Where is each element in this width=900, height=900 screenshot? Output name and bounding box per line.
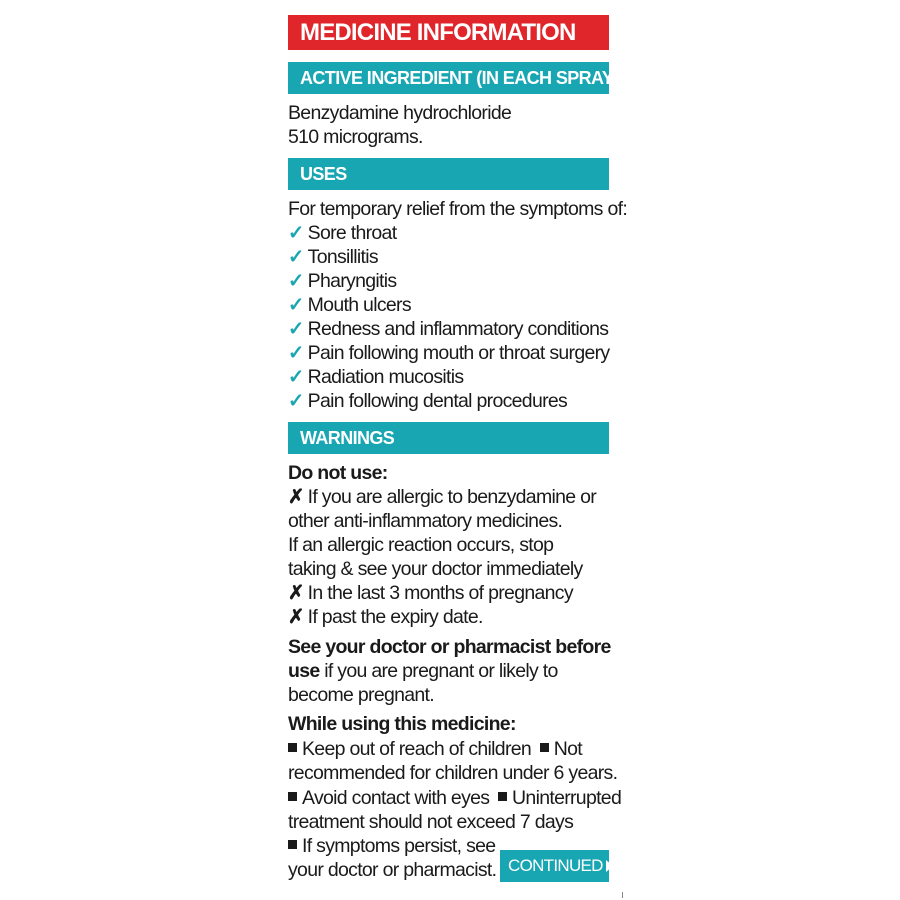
uses-heading: USES	[288, 158, 609, 190]
active-ingredient-name: Benzydamine hydrochloride	[288, 102, 512, 124]
see-doctor-line1: See your doctor or pharmacist before	[288, 636, 611, 658]
warning-text: In the last 3 months of pregnancy	[307, 582, 573, 604]
while-using-line6: your doctor or pharmacist.	[288, 859, 497, 881]
uses-item-label: Pain following dental procedures	[307, 390, 568, 412]
uses-item-label: Pharyngitis	[307, 270, 397, 292]
cross-icon: ✗	[288, 486, 304, 508]
warnings-heading: WARNINGS	[288, 422, 609, 454]
square-bullet-icon	[288, 792, 297, 801]
while-using-item: Uninterrupted	[512, 787, 622, 809]
active-ingredient-heading: ACTIVE INGREDIENT (IN EACH SPRAY)	[288, 62, 609, 94]
square-bullet-icon	[540, 743, 549, 752]
while-using-line1	[288, 737, 582, 761]
square-bullet-icon	[498, 792, 507, 801]
see-doctor-rest: if you are pregnant or likely to	[319, 660, 558, 682]
uses-list-item	[288, 221, 396, 245]
uses-list-item	[288, 317, 608, 341]
uses-list-item	[288, 293, 411, 317]
uses-item-label: Pain following mouth or throat surgery	[307, 342, 610, 364]
see-doctor-line3: become pregnant.	[288, 684, 434, 706]
uses-list-item	[288, 341, 609, 365]
uses-list-item	[288, 269, 396, 293]
warning-reaction-line1: If an allergic reaction occurs, stop	[288, 534, 554, 556]
while-using-line3	[288, 786, 621, 810]
warning-reaction-line2: taking & see your doctor immediately	[288, 558, 583, 580]
uses-list-item	[288, 389, 567, 413]
uses-item-label: Radiation mucositis	[307, 366, 464, 388]
square-bullet-icon	[288, 743, 297, 752]
while-using-line5	[288, 834, 495, 858]
warning-allergy-line1	[288, 485, 596, 509]
check-icon: ✓	[288, 246, 304, 268]
while-using-item: Not	[553, 738, 582, 760]
continued-button[interactable]	[500, 850, 609, 882]
uses-item-label: Sore throat	[307, 222, 397, 244]
check-icon: ✓	[288, 294, 304, 316]
check-icon: ✓	[288, 270, 304, 292]
warning-pregnancy	[288, 581, 573, 605]
check-icon: ✓	[288, 318, 304, 340]
cross-icon: ✗	[288, 606, 304, 628]
square-bullet-icon	[288, 840, 297, 849]
check-icon: ✓	[288, 342, 304, 364]
while-using-line4: treatment should not exceed 7 days	[288, 811, 574, 833]
see-doctor-use: use	[288, 660, 320, 682]
see-doctor-line2	[288, 659, 558, 683]
uses-item-label: Tonsillitis	[307, 246, 378, 268]
while-using-line2: recommended for children under 6 years.	[288, 762, 618, 784]
uses-item-label: Redness and inflammatory conditions	[307, 318, 609, 340]
while-using-item: If symptoms persist, see	[302, 835, 496, 857]
check-icon: ✓	[288, 222, 304, 244]
uses-intro: For temporary relief from the symptoms of:	[288, 198, 628, 220]
warning-text: If past the expiry date.	[307, 606, 483, 628]
warning-text: If you are allergic to benzydamine or	[307, 486, 597, 508]
continued-label: CONTINUED	[508, 856, 603, 875]
uses-list-item	[288, 245, 378, 269]
check-icon: ✓	[288, 366, 304, 388]
arrow-right-icon	[606, 860, 613, 872]
do-not-use-heading: Do not use:	[288, 462, 388, 484]
cross-icon: ✗	[288, 582, 304, 604]
check-icon: ✓	[288, 390, 304, 412]
while-using-item: Avoid contact with eyes	[302, 787, 490, 809]
uses-item-label: Mouth ulcers	[307, 294, 411, 316]
divider-mark	[622, 892, 623, 898]
warning-allergy-line2: other anti-inflammatory medicines.	[288, 510, 563, 532]
medicine-information-title: MEDICINE INFORMATION	[288, 15, 609, 50]
while-using-heading: While using this medicine:	[288, 713, 516, 735]
while-using-item: Keep out of reach of children	[302, 738, 532, 760]
uses-list-item	[288, 365, 463, 389]
active-ingredient-amount: 510 micrograms.	[288, 126, 423, 148]
warning-expiry	[288, 605, 483, 629]
